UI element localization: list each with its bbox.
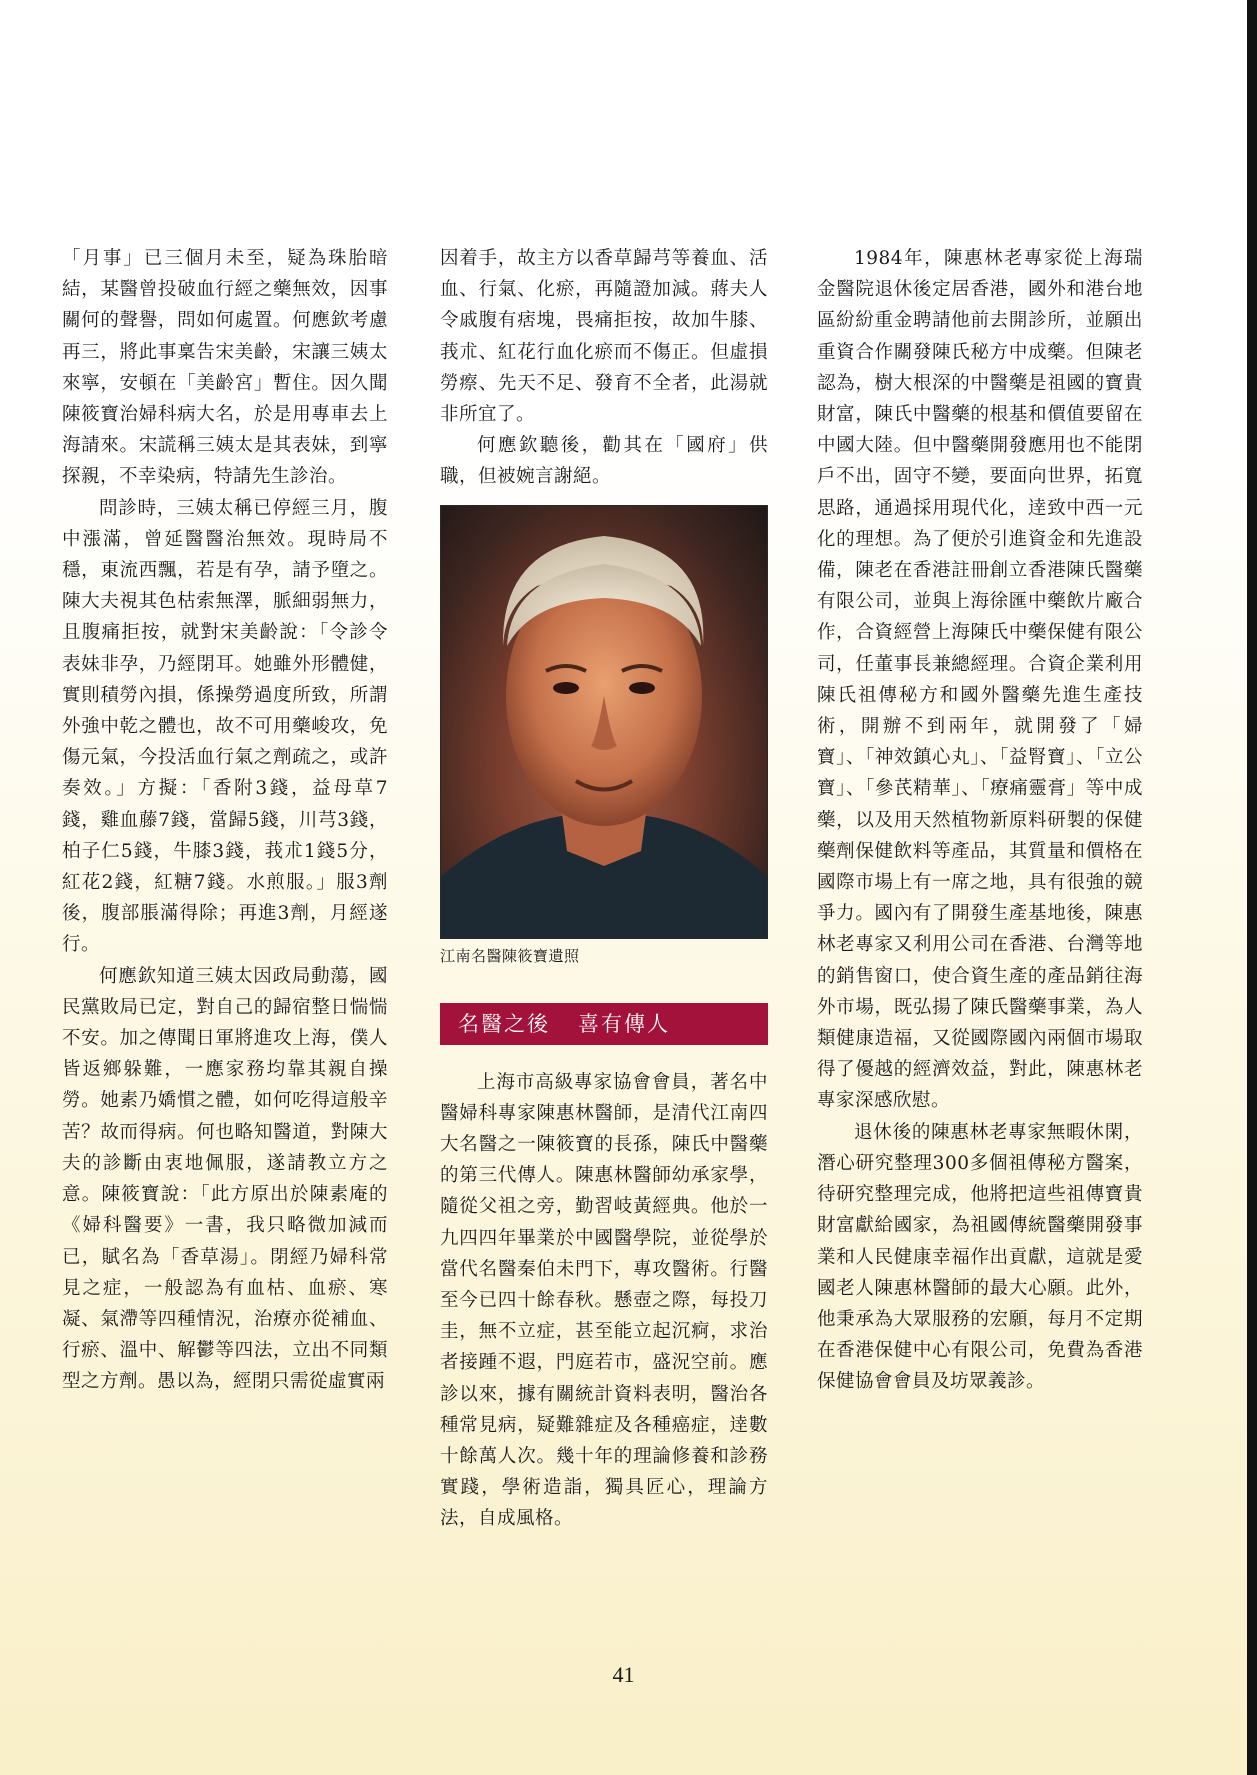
column-3 <box>817 243 1143 1398</box>
paragraph: 1984年，陳惠林老專家從上海瑞金醫院退休後定居香港，國外和港台地區紛紛重金聘請他前去開診所，並願出重資合作關發陳氏秘方中成藥。但陳老認為，樹大根深的中醫藥是祖國的寶貴財富，陳氏中醫藥的根基和價值要留在中國大陸。但中醫藥開發應用也不能閉戶不出，固守不變，要面向世界，拓寬思路，通過採用現代化，逹致中西一元化的理想。為了便於引進資金和先進設備，陳老在香港註冊創立香港陳氏醫藥有限公司，並與上海徐匯中藥飲片廠合作，合資經營上海陳氏中藥保健有限公司，任董事長兼總經理。合資企業利用陳氏祖傳秘方和國外醫藥先進生產技術，開辦不到兩年，就開發了「婦寶」、「神效鎮心丸」、「益腎寶」、「立公寶」、「參芪精華」、「療痛靈膏」等中成藥，以及用天然植物新原料研製的保健藥劑保健飲料等產品，其質量和價格在國際市場上有一席之地，具有很強的競爭力。國內有了開發生產基地後，陳惠林老專家又利用公司在香港、台灣等地的銷售窗口，使合資生產的產品銷往海外市場，既弘揚了陳氏醫藥事業，為人類健康造福，又從國際國內兩個市場取得了優越的經濟效益，對此，陳惠林老專家深感欣慰。 <box>817 248 1143 1112</box>
paragraph: 何應欽聽後，勸其在「國府」供職，但被婉言謝絕。 <box>440 435 768 488</box>
page-number: 41 <box>612 1662 635 1687</box>
paragraph: 上海市高級專家協會會員，著名中醫婦科專家陳惠林醫師，是清代江南四大名醫之一陳筱寶的長孫，陳氏中醫藥的第三代傳人。陳惠林醫師幼承家學，隨從父祖之旁，勤習岐黃經典。他於一九四四年畢業於中國醫學院，並從學於當代名醫秦伯未門下，專攻醫術。行醫至今已四十餘春秋。懸壺之際，每投刀圭，無不立症，甚至能立起沉痾，求治者接踵不遐，門庭若市，盛況空前。應診以來，據有關統計資料表明，醫治各種常見病，疑難雜症及各種癌症，逹數十餘萬人次。幾十年的理論修養和診務實踐，學術造詣，獨具匠心，理論方法，自成風格。 <box>440 1071 768 1530</box>
column-2 <box>440 243 768 1535</box>
section-heading-part1: 名醫之後 <box>458 1011 550 1036</box>
section-heading <box>440 1003 768 1045</box>
portrait-illustration <box>441 506 767 938</box>
section-heading-part2: 喜有傳人 <box>578 1011 670 1036</box>
paragraph: 問診時，三姨太稱已停經三月，腹中漲滿，曾延醫醫治無效。現時局不穩，東流西飄，若是有孕，請予墮之。陳大夫視其色枯索無澤，脈細弱無力，且腹痛拒按，就對宋美齡說：「令診令表妹非孕，乃經閉耳。她雖外形體健，實則積勞內損，係操勞過度所致，所謂外強中乾之體也，故不可用藥峻攻，免傷元氣，今投活血行氣之劑疏之，或許奏效。」方擬：「香附3錢，益母草7錢，雞血藤7錢，當歸5錢，川芎3錢，柏子仁5錢，牛膝3錢，莪朮1錢5分，紅花2錢，紅糖7錢。水煎服。」服3劑後，腹部脹滿得除；再進3劑，月經遂行。 <box>62 497 388 956</box>
portrait-photo <box>440 505 768 939</box>
paragraph: 因着手，故主方以香草歸芎等養血、活血、行氣、化瘀，再隨證加減。蔣夫人令戚腹有痞塊，畏痛拒按，故加牛膝、莪朮、紅花行血化瘀而不傷正。但虛損勞瘵、先天不足、發育不全者，此湯就非所宜了。 <box>440 248 768 426</box>
paragraph: 「月事」已三個月未至，疑為珠胎暗結，某醫曾投破血行經之藥無效，因事關何的聲譽，問如何處置。何應欽考慮再三，將此事稟告宋美齡，宋讓三姨太來寧，安頓在「美齡宮」暫住。因久聞陳筱寶治婦科病大名，於是用專車去上海請來。宋謊稱三姨太是其表妹，到寧探親，不幸染病，特請先生診治。 <box>62 248 388 488</box>
paragraph: 何應欽知道三姨太因政局動蕩，國民黨敗局已定，對自己的歸宿整日惴惴不安。加之傳聞日軍將進攻上海，僕人皆返鄉躲難，一應家務均靠其親自操勞。她素乃嬌慣之體，如何吃得這般辛苦？故而得病。何也略知醫道，對陳大夫的診斷由衷地佩服，遂請教立方之意。陳筱寶說：「此方原出於陳素庵的《婦科醫要》一書，我只略微加減而已，賦名為「香草湯」。閉經乃婦科常見之症，一般認為有血枯、血瘀、寒凝、氣滯等四種情況，治療亦從補血、行瘀、溫中、解鬱等四法，立出不同類型之方劑。愚以為，經閉只需從虛實兩 <box>62 965 388 1393</box>
column-1 <box>62 243 388 1398</box>
column-2-top-text <box>440 243 768 493</box>
paragraph: 退休後的陳惠林老專家無暇休閑，潛心研究整理300多個祖傳秘方醫案，待研究整理完成，他將把這些祖傳寶貴財富獻給國家，為祖國傳統醫藥開發事業和人民健康幸福作出貢獻，這就是愛國老人陳惠林醫師的最大心願。此外，他秉承為大眾服務的宏願，每月不定期在香港保健中心有限公司，免費為香港保健協會會員及坊眾義診。 <box>817 1121 1143 1393</box>
photo-caption: 江南名醫陳筱寶遺照 <box>440 946 580 965</box>
scan-edge <box>1247 0 1257 1775</box>
